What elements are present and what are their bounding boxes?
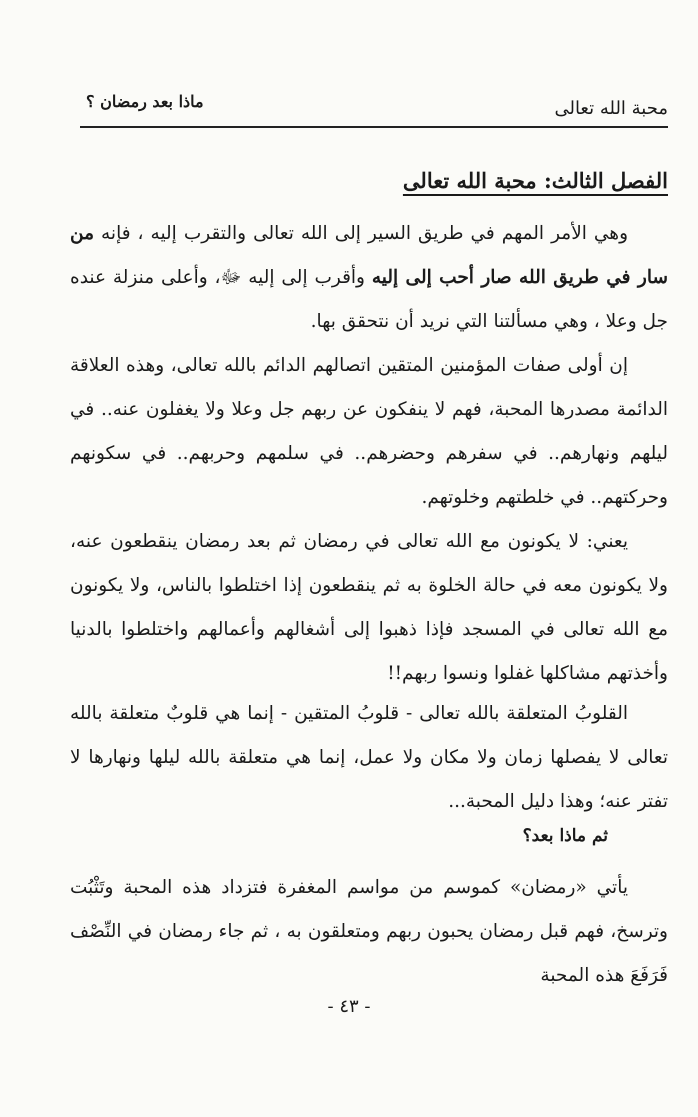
paragraph-5-text: يأتي «رمضان» كموسم من مواسم المغفرة فتزداد هذه المحبة وتَثْبُت وترسخ، فهم قبل رمضان يحبون ربهم ومتعلقون به ، ثم جاء رمضان في النِّصْف فَرَفَعَ هذه المحبة	[70, 877, 668, 986]
paragraph-1-text-a: وهي الأمر المهم في طريق السير إلى الله تعالى والتقرب إليه ، فإنه	[94, 223, 628, 244]
paragraph-1-text-b: وأقرب إلى إليه ﷻ، وأعلى منزلة عنده جل وعلا ، وهي مسألتنا التي نريد أن نتحقق بها.	[70, 267, 668, 332]
paragraph-3	[70, 520, 668, 696]
paragraph-2	[70, 344, 668, 520]
paragraph-5	[70, 866, 668, 998]
sub-heading: ثم ماذا بعد؟	[522, 826, 608, 846]
paragraph-4	[70, 692, 668, 824]
header-book-title: ماذا بعد رمضان ؟	[86, 92, 204, 111]
paragraph-3-text: يعني: لا يكونون مع الله تعالى في رمضان ثم بعد رمضان ينقطعون عنه، ولا يكونون معه في حالة الخلوة به ثم ينقطعون إذا اختلطوا بالناس، ولا يكونون مع الله تعالى في المسجد فإذا ذهبوا إلى أشغالهم وأعمالهم واختلطوا بالدنيا وأخذتهم مشاكلها غفلوا ونسوا ربهم!!	[70, 531, 668, 684]
paragraph-2-text: إن أولى صفات المؤمنين المتقين اتصالهم الدائم بالله تعالى، وهذه العلاقة الدائمة مصدرها المحبة، فهم لا ينفكون عن ربهم جل وعلا ولا يغفلون عنه.. في ليلهم ونهارهم.. في سفرهم وحضرهم.. في سلمهم وحربهم.. في سكونهم وحركتهم.. في خلطتهم وخلوتهم.	[70, 355, 668, 508]
paragraph-1	[70, 212, 668, 344]
page-number: - ٤٣ -	[327, 996, 371, 1017]
running-header	[80, 86, 668, 128]
paragraph-1-bold: من سار في طريق الله صار أحب إلى إليه	[70, 223, 668, 288]
header-section-title: محبة الله تعالى	[554, 98, 668, 119]
paragraph-4-text: القلوبُ المتعلقة بالله تعالى - قلوبُ المتقين - إنما هي قلوبٌ متعلقة بالله تعالى لا يفصلها زمان ولا مكان ولا عمل، إنما هي متعلقة بالله ليلها ونهارها لا تفتر عنه؛ وهذا دليل المحبة...	[70, 703, 668, 812]
chapter-title: الفصل الثالث: محبة الله تعالى	[402, 168, 668, 193]
